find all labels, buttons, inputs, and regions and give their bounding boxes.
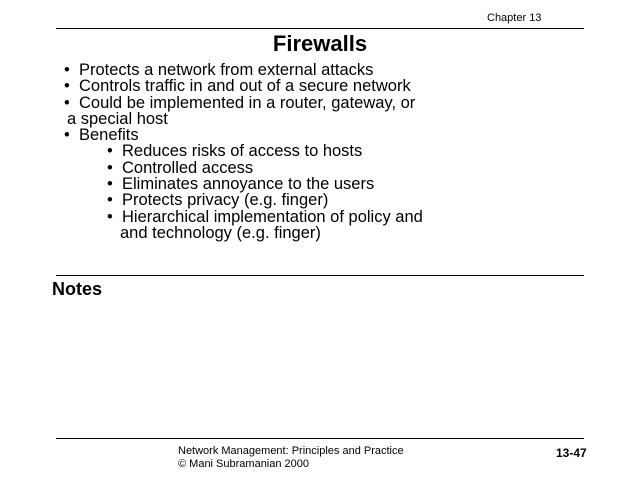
bullet-item bbox=[62, 127, 602, 143]
slide-title: Firewalls bbox=[272, 31, 368, 56]
footer bbox=[178, 445, 404, 471]
sub-bullet-item bbox=[105, 192, 602, 208]
bullet-item bbox=[62, 95, 602, 128]
sub-bullet-text: Controlled access bbox=[122, 158, 254, 177]
sub-bullet-item bbox=[105, 143, 602, 159]
bullet-dot-icon: • bbox=[107, 158, 113, 177]
footer-copyright: © Mani Subramanian 2000 bbox=[178, 458, 310, 470]
bullet-item bbox=[62, 62, 602, 78]
sub-bullet-text: Eliminates annoyance to the users bbox=[122, 175, 375, 194]
footer-divider bbox=[56, 438, 584, 439]
bullet-dot-icon: • bbox=[64, 126, 70, 145]
page-number: 13-47 bbox=[556, 446, 587, 460]
bullet-text: Protects a network from external attacks bbox=[79, 61, 374, 79]
sub-bullet-text-continuation: and technology (e.g. finger) bbox=[120, 223, 321, 242]
bullet-text: Controls traffic in and out of a secure network bbox=[79, 77, 411, 96]
bullet-dot-icon: • bbox=[64, 77, 70, 96]
bullet-text: Could be implemented in a router, gateway, or bbox=[79, 93, 416, 112]
bullet-dot-icon: • bbox=[107, 142, 113, 161]
bullet-dot-icon: • bbox=[107, 191, 113, 210]
bullet-dot-icon: • bbox=[64, 61, 70, 79]
footer-book-title: Network Management: Principles and Practice bbox=[178, 445, 404, 457]
sub-bullet-text: Protects privacy (e.g. finger) bbox=[122, 191, 329, 210]
sub-bullet-item bbox=[105, 176, 602, 192]
sub-bullet-text: Hierarchical implementation of policy and bbox=[122, 207, 423, 226]
notes-divider bbox=[56, 275, 584, 276]
sub-bullet-item bbox=[105, 209, 602, 242]
header-divider bbox=[56, 28, 584, 29]
bullet-text-continuation: a special host bbox=[67, 109, 168, 128]
bullet-list bbox=[62, 62, 602, 241]
bullet-dot-icon: • bbox=[107, 207, 113, 226]
chapter-label: Chapter 13 bbox=[487, 12, 542, 24]
bullet-text: Benefits bbox=[79, 126, 139, 145]
notes-heading: Notes bbox=[52, 279, 103, 299]
bullet-dot-icon: • bbox=[64, 93, 70, 112]
sub-bullet-text: Reduces risks of access to hosts bbox=[122, 142, 363, 161]
bullet-dot-icon: • bbox=[107, 175, 113, 194]
bullet-item bbox=[62, 78, 602, 94]
sub-bullet-item bbox=[105, 160, 602, 176]
